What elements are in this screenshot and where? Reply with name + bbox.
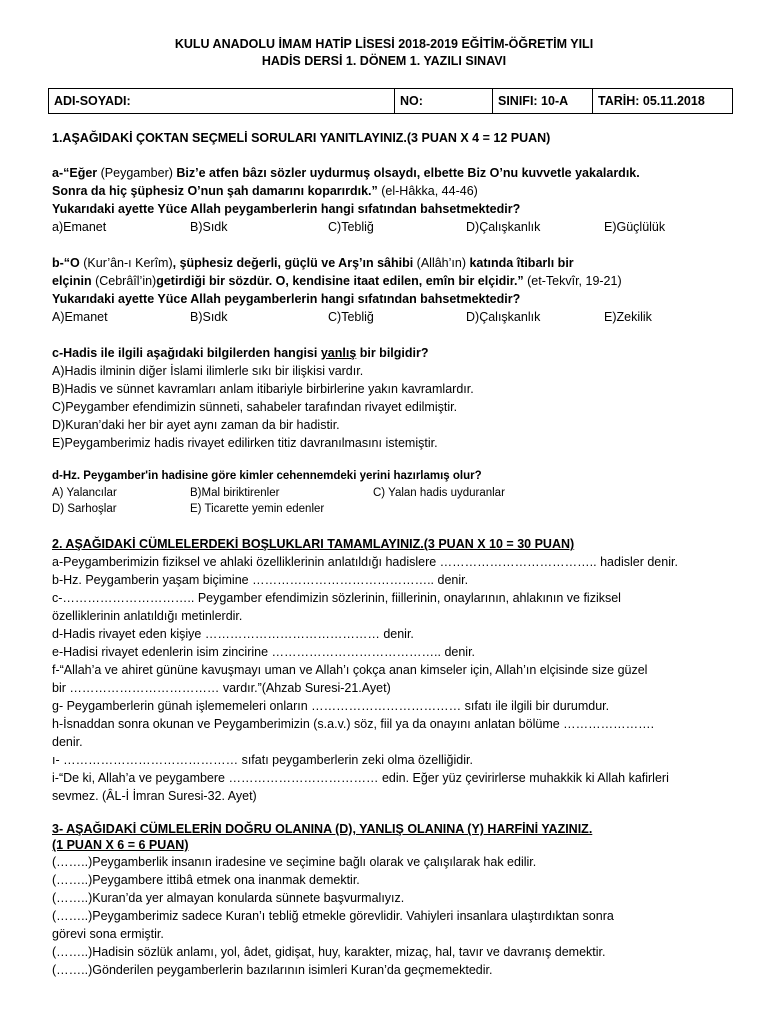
fill-blank-line: h-İsnaddan sonra okunan ve Peygamberimizin (s.a.v.) söz, fiil ya da onayını anlatan bölüme …………………. [52,717,655,731]
question-b-text: (Allâh’ın) [416,256,470,270]
fill-blank-line: f-“Allah’a ve ahiret gününe kavuşmayı uman ve Allah’ı çokça anan kimseler için, Allah’ın elçisinde size güzel [52,663,648,677]
fill-blank-line: c-………………………….. Peygamber efendimizin sözlerinin, fiillerinin, onaylarının, ahlakının ve fiziksel [52,591,621,605]
question-d-stem: d-Hz. Peygamber'in hadisine göre kimler cehennemdeki yerini hazırlamış olur? [52,470,482,482]
question-c-option-b[interactable]: B)Hadis ve sünnet kavramları anlam itibariyle birbirlerine yakın kavramlardır. [52,382,474,396]
true-false-line: (……..)Peygambere ittibâ etmek ona inanmak demektir. [52,873,360,887]
question-a-text: Sonra da hiç şüphesiz O’nun şah damarını koparırdık.” [52,184,378,198]
question-b-text: b-“O [52,256,84,270]
question-c-option-a[interactable]: A)Hadis ilminin diğer İslami ilimlerle sıkı bir ilişkisi vardır. [52,364,364,378]
question-a-source: (el-Hâkka, 44-46) [377,184,478,198]
section3-points: (1 PUAN X 6 = 6 PUAN) [52,838,189,852]
fill-blank-line: sevmez. (ÂL-İ İmran Suresi-32. Ayet) [52,789,257,803]
question-d-option-b[interactable]: B)Mal biriktirenler [190,487,280,499]
question-a-line1 [52,166,640,180]
true-false-line: (……..)Gönderilen peygamberlerin bazılarının isimleri Kuran’da geçmemektedir. [52,963,493,977]
fill-blank-line: g- Peygamberlerin günah işlememeleri onların ……………………………… sıfatı ile ilgili bir durumdur. [52,699,610,713]
fill-blank-line: özelliklerinin anlatıldığı metinlerdir. [52,609,243,623]
question-a-stem: Yukarıdaki ayette Yüce Allah peygamberlerin hangi sıfatından bahsetmektedir? [52,202,521,216]
question-b-text: (Cebrâîl’in) [95,274,157,288]
question-a-option-c[interactable]: C)Tebliğ [328,220,374,234]
question-c-option-e[interactable]: E)Peygamberimiz hadis rivayet edilirken titiz davranılmasını istemiştir. [52,436,438,450]
true-false-line: (……..)Peygamberimiz sadece Kuran’ı tebliğ etmekle görevlidir. Vahiyleri insanlara ulaştırdıktan sonra [52,909,614,923]
question-b-source: (et-Tekvîr, 19-21) [523,274,622,288]
question-b-stem: Yukarıdaki ayette Yüce Allah peygamberlerin hangi sıfatından bahsetmektedir? [52,292,521,306]
question-b-line1 [52,256,574,270]
question-c-option-d[interactable]: D)Kuran’daki her bir ayet aynı zaman da bir hadistir. [52,418,340,432]
question-b-text: getirdiği bir sözdür. O, kendisine itaat edilen, emîn bir elçidir.” [156,274,524,288]
student-info-table [48,88,733,114]
student-name-cell[interactable]: ADI-SOYADI: [49,89,395,114]
true-false-line: (……..)Hadisin sözlük anlamı, yol, âdet, gidişat, huy, karakter, mizaç, hal, tavır ve davranış demektir. [52,945,606,959]
date-cell: TARİH: 05.11.2018 [593,89,733,114]
question-b-text: elçinin [52,274,96,288]
exam-title-course: HADİS DERSİ 1. DÖNEM 1. YAZILI SINAVI [261,54,507,68]
fill-blank-line: denir. [52,735,83,749]
question-a-option-d[interactable]: D)Çalışkanlık [466,220,541,234]
fill-blank-line: ı- …………………………………… sıfatı peygamberlerin zeki olma özelliğidir. [52,753,473,767]
question-b-option-d[interactable]: D)Çalışkanlık [466,310,541,324]
fill-blank-line: e-Hadisi rivayet edenlerin isim zincirine ………………………………….. denir. [52,645,476,659]
section3-heading: 3- AŞAĞIDAKİ CÜMLELERİN DOĞRU OLANINA (D), YANLIŞ OLANINA (Y) HARFİNİ YAZINIZ. [52,822,593,836]
question-d-option-a[interactable]: A) Yalancılar [52,487,117,499]
true-false-line: (……..)Peygamberlik insanın iradesine ve seçimine bağlı olarak ve çalışılarak hak edilir. [52,855,537,869]
fill-blank-line: a-Peygamberimizin fiziksel ve ahlaki özelliklerinin anlatıldığı hadislere ……………………………….. hadisler denir. [52,555,678,569]
exam-title-school: KULU ANADOLU İMAM HATİP LİSESİ 2018-2019 EĞİTİM-ÖĞRETİM YILI [174,37,594,51]
fill-blank-line: d-Hadis rivayet eden kişiye …………………………………… denir. [52,627,414,641]
fill-blank-line: b-Hz. Peygamberin yaşam biçimine …………………………………….. denir. [52,573,469,587]
question-c-option-c[interactable]: C)Peygamber efendimizin sünneti, sahabeler tarafından rivayet edilmiştir. [52,400,458,414]
question-c-text: c-Hadis ile ilgili aşağıdaki bilgilerden hangisi [52,346,321,360]
question-a-text: a-“Eğer [52,166,101,180]
question-b-option-e[interactable]: E)Zekilik [604,310,652,324]
question-b-text: katında îtibarlı bir [469,256,574,270]
student-number-cell[interactable]: NO: [395,89,493,114]
question-a-option-b[interactable]: B)Sıdk [190,220,228,234]
question-d-option-d[interactable]: D) Sarhoşlar [52,503,117,515]
question-c-text: bir bilgidir? [356,346,429,360]
question-b-option-a[interactable]: A)Emanet [52,310,108,324]
question-b-text: , şüphesiz değerli, güçlü ve Arş’ın sâhibi [172,256,417,270]
question-a-option-e[interactable]: E)Güçlülük [604,220,666,234]
question-b-option-c[interactable]: C)Tebliğ [328,310,374,324]
question-b-text: (Kur’ân-ı Kerîm) [83,256,173,270]
fill-blank-line: i-“De ki, Allah’a ve peygambere ……………………………… edin. Eğer yüz çevirirlerse muhakkik ki Allah kafirleri [52,771,669,785]
question-b-line2 [52,274,622,288]
true-false-line: (……..)Kuran’da yer almayan konularda sünnete başvurmalıyız. [52,891,405,905]
question-d-option-e[interactable]: E) Ticarette yemin edenler [190,503,325,515]
question-d-option-c[interactable]: C) Yalan hadis uyduranlar [373,487,505,499]
section2-heading: 2. AŞAĞIDAKİ CÜMLELERDEKİ BOŞLUKLARI TAMAMLAYINIZ.(3 PUAN X 10 = 30 PUAN) [52,537,575,551]
question-c-emphasis: yanlış [320,346,357,360]
class-cell: SINIFI: 10-A [493,89,593,114]
question-c-stem [52,346,428,360]
question-a-line2 [52,184,478,198]
question-b-option-b[interactable]: B)Sıdk [190,310,228,324]
fill-blank-line: bir ……………………………… vardır.”(Ahzab Suresi-21.Ayet) [52,681,391,695]
question-a-text: Biz’e atfen bâzı sözler uydurmuş olsaydı, elbette Biz O’nu kuvvetle yakalardık. [176,166,640,180]
true-false-line: görevi sona ermiştir. [52,927,164,941]
question-a-option-a[interactable]: a)Emanet [52,220,107,234]
section1-heading: 1.AŞAĞIDAKİ ÇOKTAN SEÇMELİ SORULARI YANITLAYINIZ.(3 PUAN X 4 = 12 PUAN) [52,131,551,145]
question-a-text: (Peygamber) [100,166,177,180]
